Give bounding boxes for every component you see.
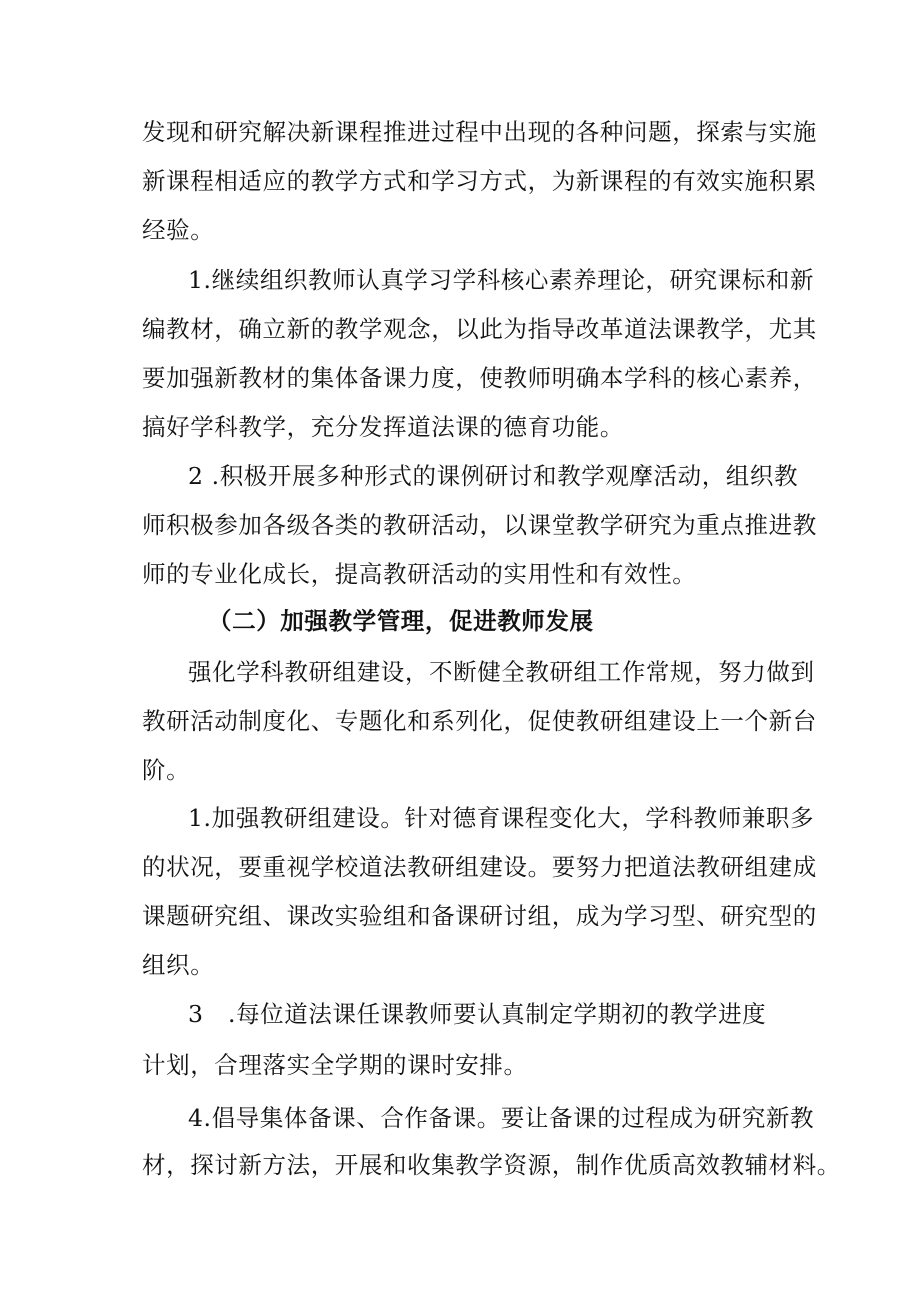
paragraph-6-line-2: 计划，合理落实全学期的课时安排。 — [142, 1051, 528, 1079]
paragraph-2-line-3: 要加强新教材的集体备课力度，使教师明确本学科的核心素养， — [142, 364, 817, 392]
paragraph-7-line-2: 材，探讨新方法，开展和收集教学资源，制作优质高效教辅材料。 — [142, 1151, 841, 1179]
paragraph-5-line-4: 组织。 — [142, 951, 215, 979]
paragraph-2-line-2: 编教材，确立新的教学观念，以此为指导改革道法课教学，尤其 — [142, 315, 817, 343]
paragraph-5-line-1: 1.加强教研组建设。针对德育课程变化大，学科教师兼职多 — [188, 804, 815, 832]
paragraph-3-line-3: 师的专业化成长，提高教研活动的实用性和有效性。 — [142, 560, 697, 588]
paragraph-5-line-2: 的状况，要重视学校道法教研组建设。要努力把道法教研组建成 — [142, 853, 817, 881]
paragraph-1-line-3: 经验。 — [142, 216, 215, 244]
paragraph-1-line-1: 发现和研究解决新课程推进过程中出现的各种问题，探索与实施 — [142, 118, 817, 146]
paragraph-6-line-1 — [188, 998, 838, 1030]
paragraph-4-line-2: 教研活动制度化、专题化和系列化，促使教研组建设上一个新台 — [142, 707, 817, 735]
paragraph-5-line-3: 课题研究组、课改实验组和备课研讨组，成为学习型、研究型的 — [142, 902, 817, 930]
paragraph-6-number: 3 — [188, 1000, 204, 1028]
paragraph-3-line-2: 师积极参加各级各类的教研活动，以课堂教学研究为重点推进教 — [142, 511, 817, 539]
paragraph-3-line-1: 2 .积极开展多种形式的课例研讨和教学观摩活动，组织教 — [188, 462, 799, 490]
section-heading: （二）加强教学管理，促进教师发展 — [208, 607, 594, 635]
paragraph-1-line-2: 新课程相适应的教学方式和学习方式，为新课程的有效实施积累 — [142, 167, 817, 195]
paragraph-2-line-4: 搞好学科教学，充分发挥道法课的德育功能。 — [142, 413, 624, 441]
paragraph-4-line-1: 强化学科教研组建设，不断健全教研组工作常规，努力做到 — [188, 658, 815, 686]
paragraph-6-line-1-text: .每位道法课任课教师要认真制定学期初的教学进度 — [228, 1000, 767, 1028]
paragraph-7-line-1: 4.倡导集体备课、合作备课。要让备课的过程成为研究新教 — [188, 1104, 815, 1132]
paragraph-2-line-1: 1.继续组织教师认真学习学科核心素养理论，研究课标和新 — [188, 266, 815, 294]
paragraph-4-line-3: 阶。 — [142, 756, 191, 784]
